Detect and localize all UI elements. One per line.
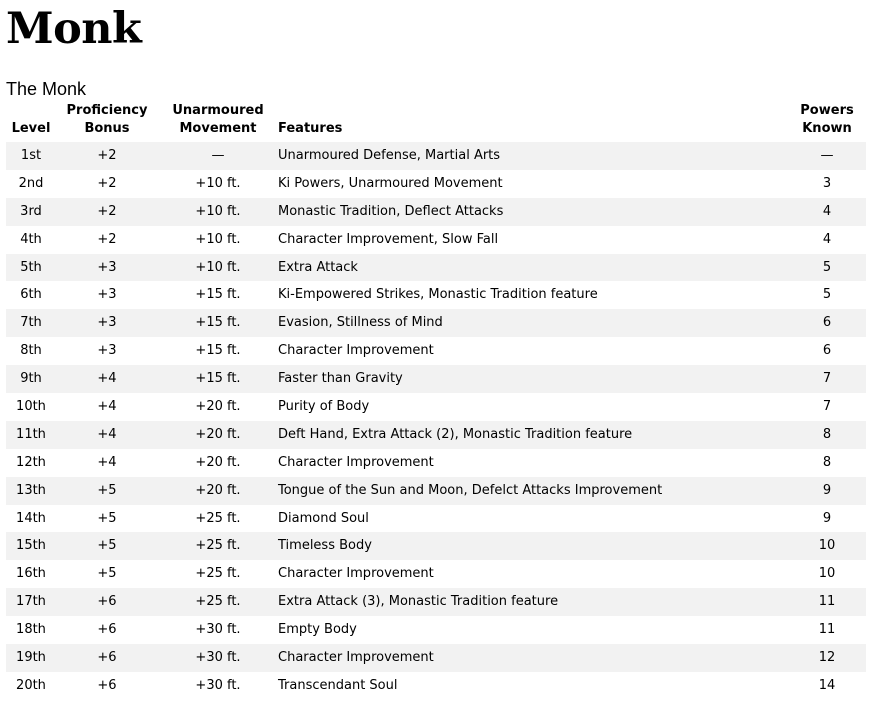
cell-movement: +10 ft. [195,175,241,191]
header-movement-line1: Unarmoured [172,103,264,118]
cell-level: 3rd [6,198,56,226]
cell-level: 5th [6,254,56,282]
cell-movement: +10 ft. [158,198,278,226]
cell-features: Timeless Body [278,532,788,560]
cell-movement: +30 ft. [195,622,241,638]
cell-level: 12th [16,454,46,470]
cell-features: Transcendant Soul [278,677,398,693]
header-proficiency [56,102,158,142]
cell-features: Ki Powers, Unarmoured Movement [278,175,503,191]
cell-proficiency: +6 [56,588,158,616]
cell-level: 8th [20,343,42,359]
table-caption: The Monk [6,79,87,99]
cell-features: Purity of Body [278,398,370,414]
cell-proficiency: +3 [97,343,117,359]
cell-movement: +25 ft. [158,588,278,616]
header-proficiency-line1: Proficiency [66,103,148,118]
cell-movement: +20 ft. [195,398,241,414]
cell-movement: +20 ft. [158,477,278,505]
table-row [6,309,866,337]
table-row [6,616,866,644]
cell-powers: — [788,142,866,170]
cell-features: Character Improvement [278,644,788,672]
header-movement-line2: Movement [179,121,257,136]
header-powers-line1: Powers [800,103,854,118]
cell-powers: 8 [822,454,832,470]
cell-powers: 8 [788,421,866,449]
cell-powers: 9 [788,477,866,505]
table-row [6,365,866,393]
cell-level: 19th [6,644,56,672]
cell-features: Ki-Empowered Strikes, Monastic Tradition feature [278,287,598,303]
cell-level: 9th [6,365,56,393]
cell-proficiency: +6 [97,677,117,693]
cell-proficiency: +3 [56,309,158,337]
cell-proficiency: +6 [97,622,117,638]
cell-level: 15th [6,532,56,560]
cell-powers: 4 [788,198,866,226]
cell-proficiency: +5 [56,477,158,505]
header-powers [788,102,866,142]
cell-powers: 9 [822,510,832,526]
table-row [6,477,866,505]
cell-features: Extra Attack (3), Monastic Tradition feature [278,588,788,616]
table-row [6,393,866,421]
table-row [6,281,866,309]
cell-level: 1st [6,142,56,170]
cell-proficiency: +5 [97,566,117,582]
cell-features: Monastic Tradition, Deflect Attacks [278,198,788,226]
cell-powers: 3 [822,175,832,191]
cell-level: 6th [20,287,42,303]
cell-movement: +20 ft. [195,454,241,470]
table-row [6,142,866,170]
cell-powers: 7 [788,365,866,393]
cell-powers: 10 [818,566,836,582]
table-row [6,672,866,700]
cell-movement: +15 ft. [158,309,278,337]
cell-powers: 12 [788,644,866,672]
cell-proficiency: +6 [56,644,158,672]
cell-movement: +25 ft. [195,566,241,582]
cell-features: Character Improvement [278,454,434,470]
cell-features: Faster than Gravity [278,365,788,393]
cell-movement: +20 ft. [158,421,278,449]
cell-powers: 14 [818,677,836,693]
monk-table [6,102,866,700]
cell-level: 16th [16,566,46,582]
cell-level: 4th [20,231,42,247]
table-row [6,588,866,616]
cell-proficiency: +5 [97,510,117,526]
cell-powers: 11 [788,588,866,616]
cell-level: 2nd [18,175,44,191]
cell-powers: 6 [822,343,832,359]
cell-movement: +25 ft. [195,510,241,526]
cell-proficiency: +3 [56,254,158,282]
cell-proficiency: +4 [97,454,117,470]
cell-level: 14th [16,510,46,526]
cell-powers: 11 [818,622,836,638]
cell-features: Character Improvement [278,343,434,359]
header-movement [158,102,278,142]
cell-proficiency: +2 [56,142,158,170]
header-features-label: Features [278,121,343,136]
cell-movement: +15 ft. [158,365,278,393]
cell-features: Empty Body [278,622,357,638]
cell-proficiency: +4 [56,421,158,449]
cell-features: Extra Attack [278,254,788,282]
header-powers-line2: Known [802,121,852,136]
cell-movement: — [158,142,278,170]
header-proficiency-line2: Bonus [84,121,130,136]
cell-proficiency: +3 [97,287,117,303]
page-title: Monk [6,4,142,54]
cell-level: 10th [16,398,46,414]
cell-features: Character Improvement, Slow Fall [278,231,499,247]
table-row [6,532,866,560]
cell-proficiency: +4 [97,398,117,414]
table-row [6,198,866,226]
cell-powers: 6 [788,309,866,337]
cell-movement: +30 ft. [195,677,241,693]
cell-level: 7th [6,309,56,337]
cell-level: 17th [6,588,56,616]
cell-powers: 7 [822,398,832,414]
header-row [6,102,866,142]
cell-proficiency: +5 [56,532,158,560]
cell-level: 13th [6,477,56,505]
cell-proficiency: +4 [56,365,158,393]
cell-powers: 5 [822,287,832,303]
cell-proficiency: +2 [97,175,117,191]
cell-features: Unarmoured Defense, Martial Arts [278,142,788,170]
table-header [6,102,866,142]
table-row [6,226,866,254]
cell-proficiency: +2 [56,198,158,226]
table-row [6,254,866,282]
cell-level: 18th [16,622,46,638]
cell-features: Evasion, Stillness of Mind [278,309,788,337]
cell-proficiency: +2 [97,231,117,247]
table-row [6,421,866,449]
cell-movement: +25 ft. [158,532,278,560]
cell-features: Character Improvement [278,566,434,582]
header-features [278,102,788,142]
table-row [6,560,866,588]
table-row [6,644,866,672]
cell-movement: +30 ft. [158,644,278,672]
cell-features: Deft Hand, Extra Attack (2), Monastic Tradition feature [278,421,788,449]
cell-level: 20th [16,677,46,693]
cell-powers: 10 [788,532,866,560]
table-row [6,170,866,198]
cell-powers: 4 [822,231,832,247]
cell-features: Diamond Soul [278,510,369,526]
header-level [6,102,56,142]
table-row [6,337,866,365]
cell-powers: 5 [788,254,866,282]
cell-movement: +15 ft. [195,343,241,359]
header-level-label: Level [11,121,51,136]
cell-features: Tongue of the Sun and Moon, Defelct Attacks Improvement [278,477,788,505]
cell-movement: +10 ft. [195,231,241,247]
table-row [6,449,866,477]
cell-movement: +10 ft. [158,254,278,282]
table-row [6,505,866,533]
cell-movement: +15 ft. [195,287,241,303]
cell-level: 11th [6,421,56,449]
table-body [6,142,866,700]
